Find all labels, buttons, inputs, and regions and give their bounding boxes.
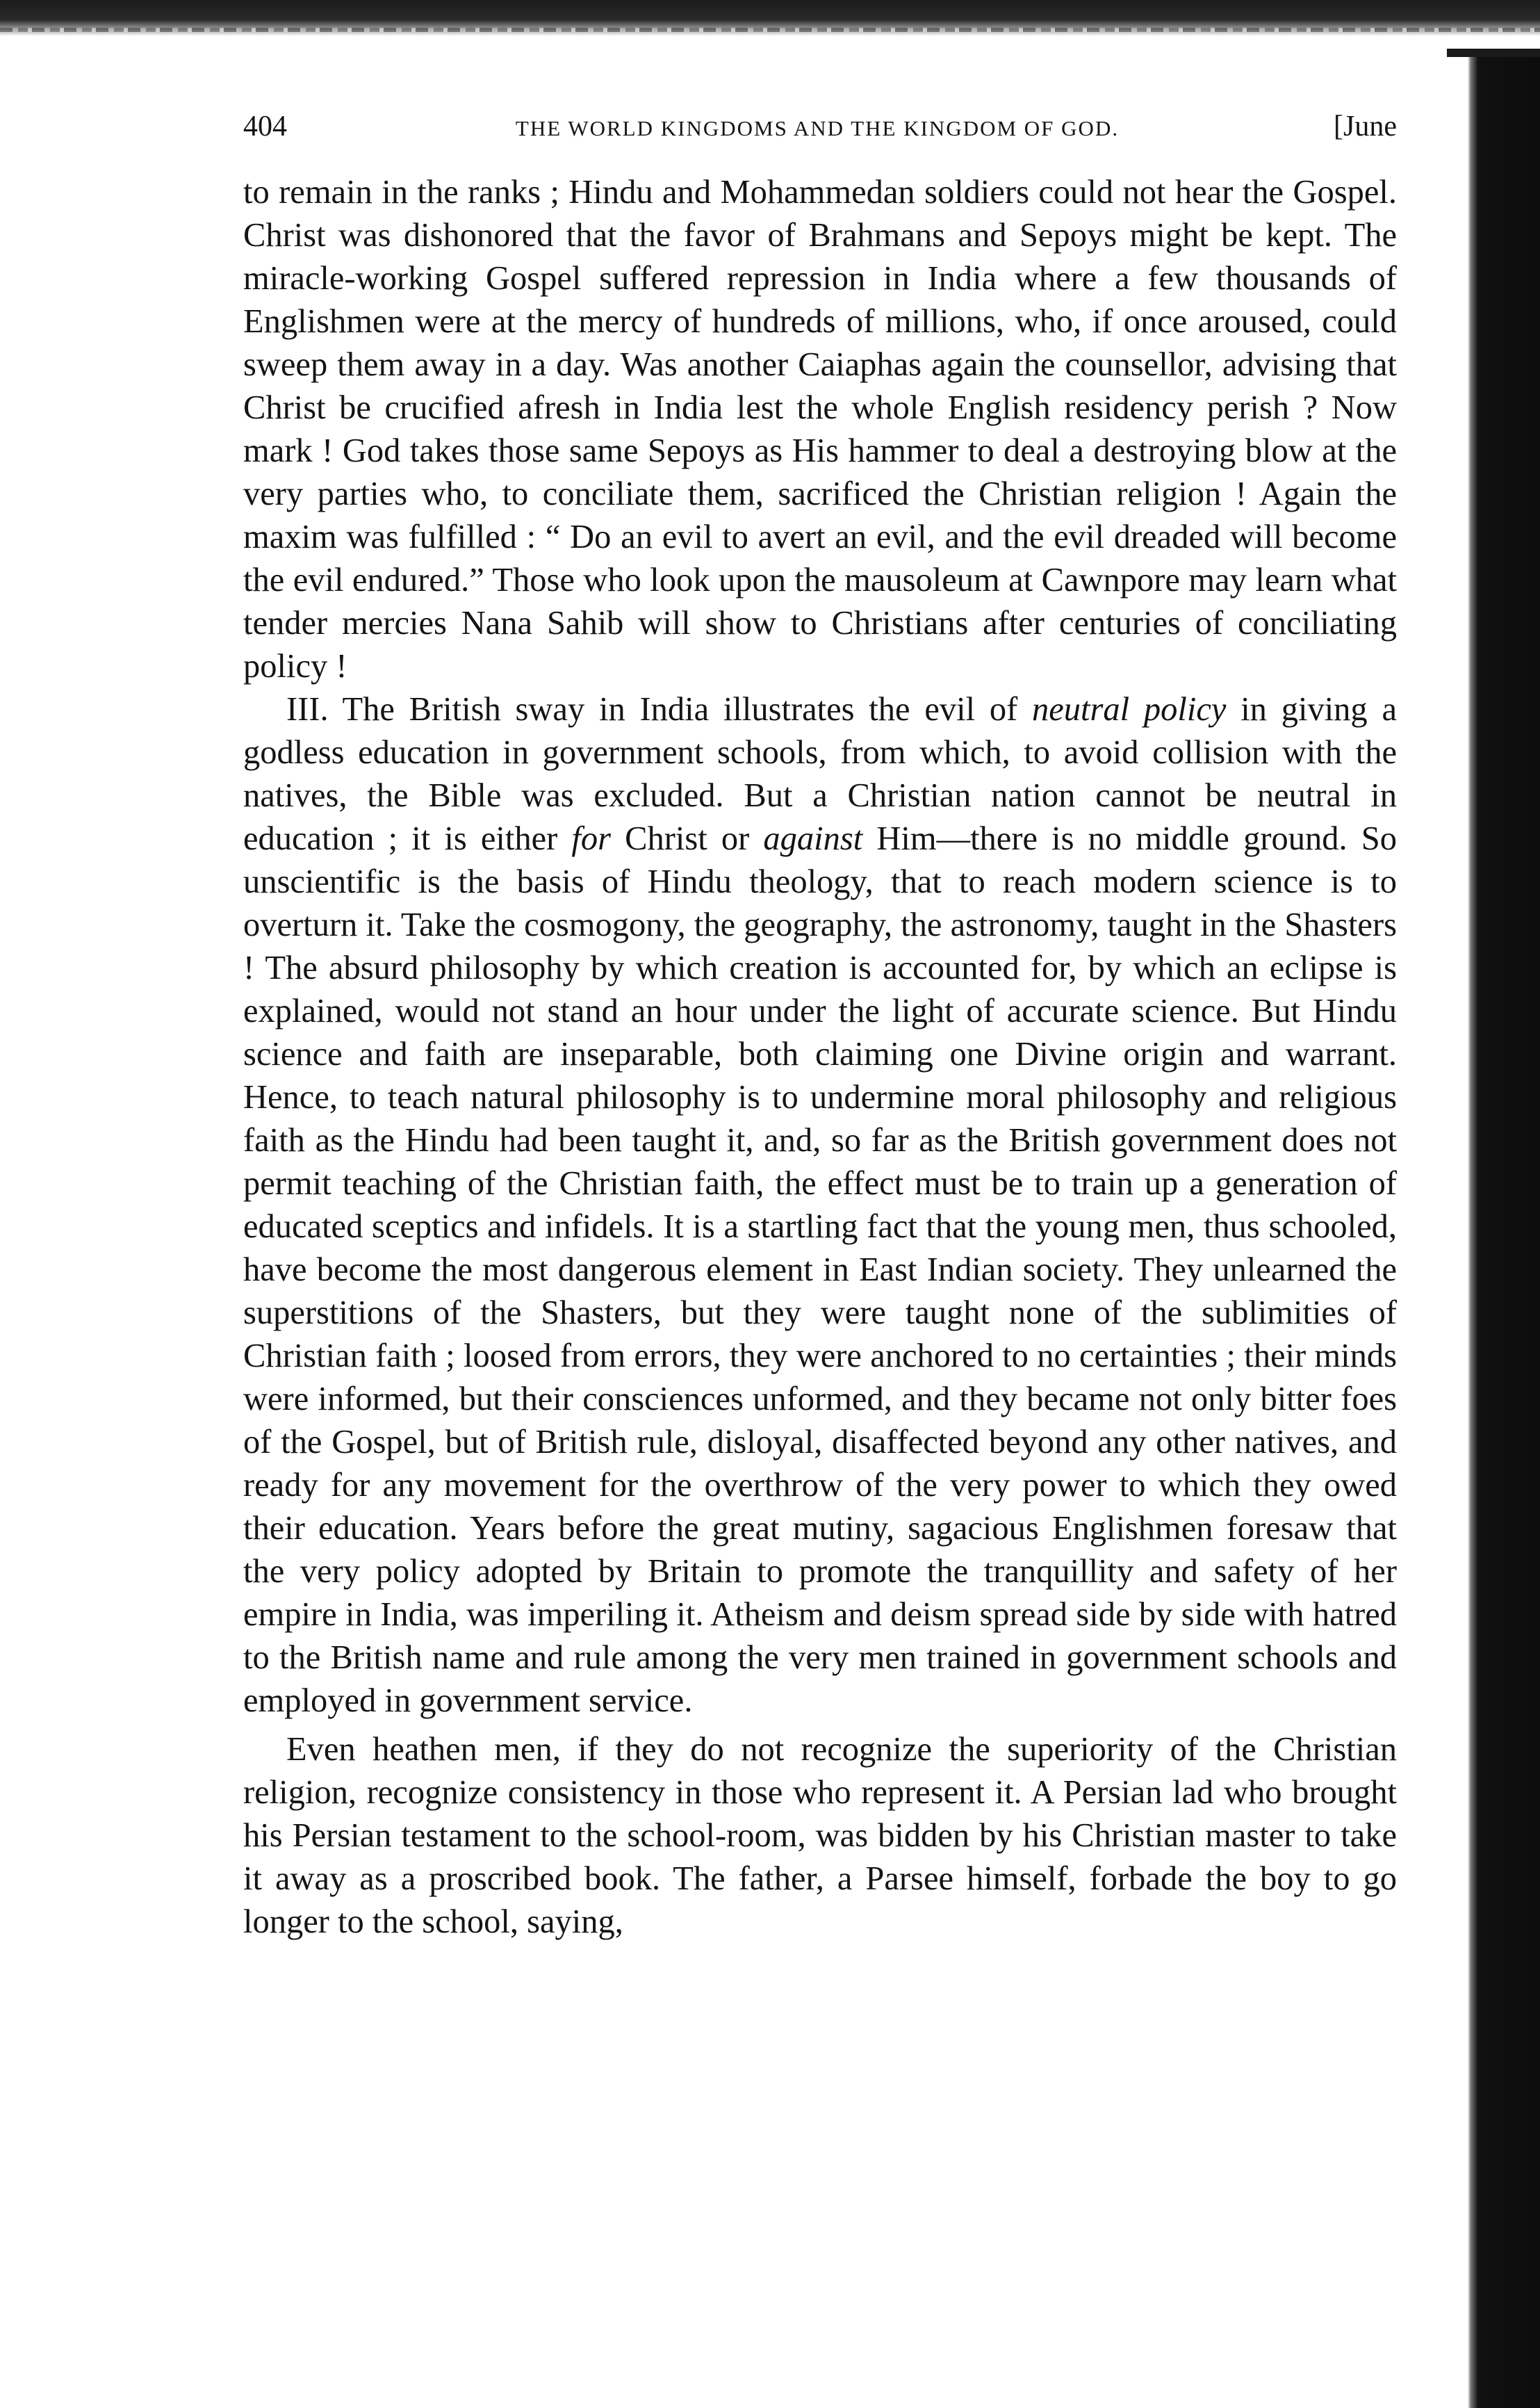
italic-phrase: for (571, 820, 611, 857)
running-head (243, 110, 1397, 158)
paragraph (243, 1728, 1397, 1944)
paragraph (243, 688, 1397, 1723)
book-page (243, 110, 1397, 1944)
paragraph-text: in giving a godless education in government schools, from which, to avoid collision with the natives, the Bible was excluded. But a Christian nation cannot be neutral in education ; it is either (243, 691, 1397, 857)
body-text (243, 171, 1397, 1944)
scan-right-edge (1468, 49, 1540, 2408)
paragraph-text: to remain in the ranks ; Hindu and Mohammedan soldiers could not hear the Gospel. Christ was dishonored that the favor of Brahmans and Sepoys might be kept. The miracle-working Gospel suffered repression in India where a few thousands of Englishmen were at the mercy of hundreds of millions, who, if once aroused, could sweep them away in a day. Was another Caiaphas again the counsellor, advising that Christ be crucified afresh in India lest the whole English residency perish ? Now mark ! God takes those same Sepoys as His hammer to deal a destroying blow at the very parties who, to conciliate them, sacrificed the Christian religion ! Again the maxim was fulfilled : “ Do an evil to avert an evil, and the evil dreaded will become the evil endured.” Those who look upon the mausoleum at Cawnpore may learn what tender mercies Nana Sahib will show to Christians after centuries of conciliating policy ! (243, 174, 1397, 685)
paragraph-text: III. The British sway in India illustrates the evil of (286, 691, 1033, 728)
paragraph-text: Even heathen men, if they do not recognize the superiority of the Christian religion, recognize consistency in those who represent it. A Persian lad who brought his Persian testament to the school-room, was bidden by his Christian master to take it away as a proscribed book. The father, a Parsee himself, forbade the boy to go longer to the school, saying, (243, 1731, 1397, 1940)
paragraph-text: Him—there is no middle ground. So unscientific is the basis of Hindu theology, that to reach modern science is to overturn it. Take the cosmogony, the geography, the astronomy, taught in the Shasters ! The absurd philosophy by which creation is accounted for, by which an eclipse is explained, would not stand an hour under the light of accurate science. But Hindu science and faith are inseparable, both claiming one Divine origin and warrant. Hence, to teach natural philosophy is to undermine moral philosophy and religious faith as the Hindu had been taught it, and, so far as the British government does not permit teaching of the Christian faith, the effect must be to train up a generation of educated sceptics and infidels. It is a startling fact that the young men, thus schooled, have become the most dangerous element in East Indian society. They unlearned the superstitions of the Shasters, but they were taught none of the sublimities of Christian faith ; loosed from errors, they were anchored to no certainties ; their minds were informed, but their consciences unformed, and they became not only bitter foes of the Gospel, but of British rule, disloyal, disaffected beyond any other natives, and ready for any movement for the overthrow of the very power to which they owed their education. Years before the great mutiny, sagacious Englishmen foresaw that the very policy adopted by Britain to promote the tranquillity and safety of her empire in India, was imperiling it. Atheism and deism spread side by side with hatred to the British name and rule among the very men trained in government schools and employed in government service. (243, 820, 1397, 1719)
page-number: 404 (243, 111, 287, 143)
italic-phrase: against (763, 820, 863, 857)
paragraph-text: Christ or (611, 820, 764, 857)
scan-top-edge (0, 0, 1540, 36)
section-date: [June (1334, 111, 1397, 143)
italic-phrase: neutral policy (1032, 691, 1227, 728)
running-title: THE WORLD KINGDOMS AND THE KINGDOM OF GOD. (515, 116, 1120, 140)
paragraph (243, 171, 1397, 688)
